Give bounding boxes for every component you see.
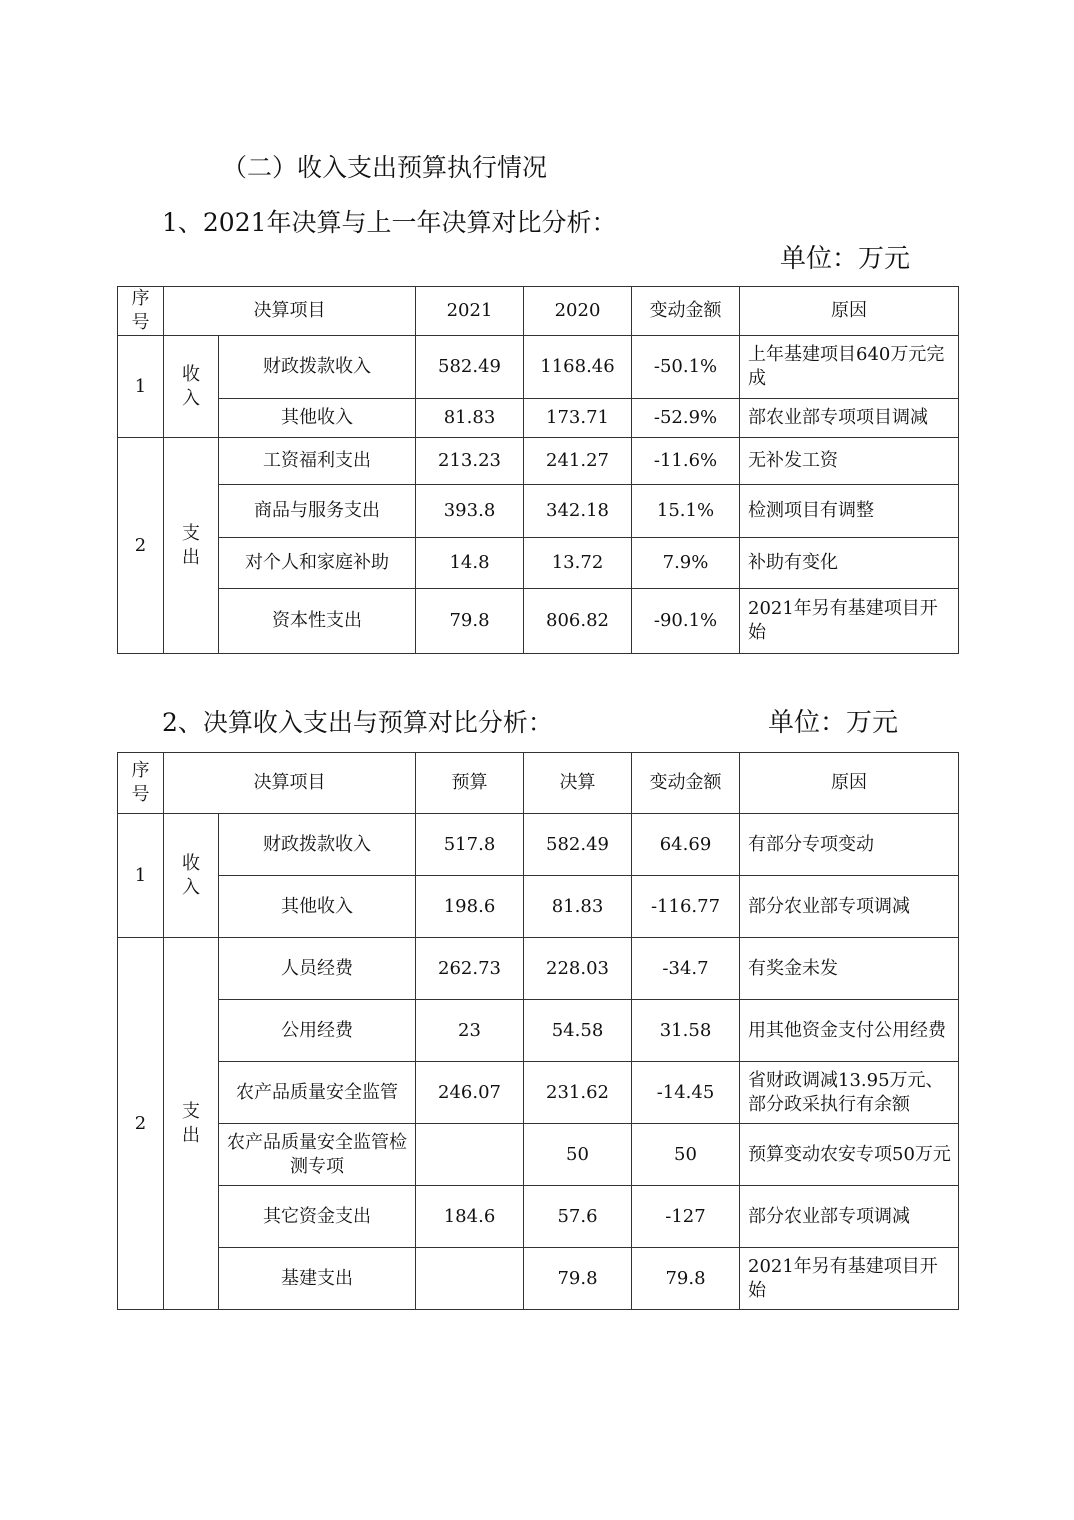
- reason-cell: 补助有变化: [740, 538, 959, 589]
- reason-cell: 无补发工资: [740, 438, 959, 485]
- reason-cell: 部农业部专项项目调减: [740, 399, 959, 438]
- table-row: [118, 876, 959, 938]
- change-cell: -127: [632, 1186, 740, 1248]
- value-cell: 81.83: [416, 399, 524, 438]
- header-col2: 2020: [524, 287, 632, 336]
- seq-cell: 1: [118, 814, 164, 938]
- reason-cell: 省财政调减13.95万元、部分政采执行有余额: [740, 1062, 959, 1124]
- table-row: [118, 485, 959, 538]
- header-col1: 2021: [416, 287, 524, 336]
- value-cell: [416, 1248, 524, 1310]
- table-header-row: [118, 753, 959, 814]
- reason-cell: 部分农业部专项调减: [740, 876, 959, 938]
- table-row: [118, 1186, 959, 1248]
- part2-unit-label: 单位：万元: [768, 708, 899, 738]
- value-cell: 54.58: [524, 1000, 632, 1062]
- table-row: [118, 1124, 959, 1186]
- table-row: [118, 438, 959, 485]
- category-cell: 支出: [164, 938, 219, 1310]
- seq-cell: 2: [118, 438, 164, 654]
- value-cell: 582.49: [524, 814, 632, 876]
- change-cell: 64.69: [632, 814, 740, 876]
- header-change: 变动金额: [632, 287, 740, 336]
- header-col1: 预算: [416, 753, 524, 814]
- value-cell: 246.07: [416, 1062, 524, 1124]
- item-cell: 其他收入: [219, 876, 416, 938]
- reason-cell: 有奖金未发: [740, 938, 959, 1000]
- table-row: [118, 938, 959, 1000]
- value-cell: 57.6: [524, 1186, 632, 1248]
- item-cell: 商品与服务支出: [219, 485, 416, 538]
- change-cell: -50.1%: [632, 336, 740, 399]
- value-cell: 241.27: [524, 438, 632, 485]
- reason-cell: 用其他资金支付公用经费: [740, 1000, 959, 1062]
- value-cell: 184.6: [416, 1186, 524, 1248]
- reason-cell: 2021年另有基建项目开始: [740, 1248, 959, 1310]
- table-row: [118, 399, 959, 438]
- value-cell: 342.18: [524, 485, 632, 538]
- change-cell: 15.1%: [632, 485, 740, 538]
- change-cell: -11.6%: [632, 438, 740, 485]
- section-title: （二）收入支出预算执行情况: [222, 153, 548, 182]
- part1-unit-label: 单位：万元: [780, 244, 911, 274]
- reason-cell: 上年基建项目640万元完成: [740, 336, 959, 399]
- item-cell: 基建支出: [219, 1248, 416, 1310]
- item-cell: 财政拨款收入: [219, 814, 416, 876]
- reason-cell: 2021年另有基建项目开始: [740, 589, 959, 654]
- item-cell: 资本性支出: [219, 589, 416, 654]
- item-cell: 财政拨款收入: [219, 336, 416, 399]
- item-cell: 人员经费: [219, 938, 416, 1000]
- item-cell: 公用经费: [219, 1000, 416, 1062]
- reason-cell: 检测项目有调整: [740, 485, 959, 538]
- category-cell: 支出: [164, 438, 219, 654]
- item-cell: 对个人和家庭补助: [219, 538, 416, 589]
- change-cell: -52.9%: [632, 399, 740, 438]
- change-cell: 50: [632, 1124, 740, 1186]
- value-cell: 81.83: [524, 876, 632, 938]
- value-cell: 79.8: [416, 589, 524, 654]
- change-cell: 7.9%: [632, 538, 740, 589]
- table-row: [118, 538, 959, 589]
- change-cell: -34.7: [632, 938, 740, 1000]
- item-cell: 工资福利支出: [219, 438, 416, 485]
- category-cell: 收入: [164, 336, 219, 438]
- item-cell: 农产品质量安全监管: [219, 1062, 416, 1124]
- value-cell: 228.03: [524, 938, 632, 1000]
- table-row: [118, 814, 959, 876]
- reason-cell: 部分农业部专项调减: [740, 1186, 959, 1248]
- table-row: [118, 1000, 959, 1062]
- value-cell: 198.6: [416, 876, 524, 938]
- seq-cell: 2: [118, 938, 164, 1310]
- table-header-row: [118, 287, 959, 336]
- value-cell: 14.8: [416, 538, 524, 589]
- value-cell: 23: [416, 1000, 524, 1062]
- change-cell: 31.58: [632, 1000, 740, 1062]
- value-cell: 13.72: [524, 538, 632, 589]
- header-reason: 原因: [740, 753, 959, 814]
- value-cell: 1168.46: [524, 336, 632, 399]
- header-col2: 决算: [524, 753, 632, 814]
- table-row: [118, 1248, 959, 1310]
- header-item: 决算项目: [164, 287, 416, 336]
- item-cell: 农产品质量安全监管检测专项: [219, 1124, 416, 1186]
- value-cell: [416, 1124, 524, 1186]
- header-item: 决算项目: [164, 753, 416, 814]
- value-cell: 173.71: [524, 399, 632, 438]
- header-reason: 原因: [740, 287, 959, 336]
- value-cell: 582.49: [416, 336, 524, 399]
- value-cell: 213.23: [416, 438, 524, 485]
- part2-table: [117, 752, 959, 1310]
- reason-cell: 有部分专项变动: [740, 814, 959, 876]
- header-change: 变动金额: [632, 753, 740, 814]
- change-cell: -116.77: [632, 876, 740, 938]
- item-cell: 其它资金支出: [219, 1186, 416, 1248]
- seq-cell: 1: [118, 336, 164, 438]
- value-cell: 79.8: [524, 1248, 632, 1310]
- change-cell: -14.45: [632, 1062, 740, 1124]
- value-cell: 517.8: [416, 814, 524, 876]
- reason-cell: 预算变动农安专项50万元: [740, 1124, 959, 1186]
- part2-title: 2、决算收入支出与预算对比分析：: [162, 708, 553, 737]
- change-cell: 79.8: [632, 1248, 740, 1310]
- header-seq: 序号: [118, 287, 164, 336]
- value-cell: 806.82: [524, 589, 632, 654]
- part1-title: 1、2021年决算与上一年决算对比分析：: [162, 208, 617, 237]
- value-cell: 50: [524, 1124, 632, 1186]
- table-row: [118, 336, 959, 399]
- header-seq: 序号: [118, 753, 164, 814]
- value-cell: 262.73: [416, 938, 524, 1000]
- table-row: [118, 589, 959, 654]
- item-cell: 其他收入: [219, 399, 416, 438]
- change-cell: -90.1%: [632, 589, 740, 654]
- value-cell: 231.62: [524, 1062, 632, 1124]
- category-cell: 收入: [164, 814, 219, 938]
- part1-table: [117, 286, 959, 654]
- table-row: [118, 1062, 959, 1124]
- value-cell: 393.8: [416, 485, 524, 538]
